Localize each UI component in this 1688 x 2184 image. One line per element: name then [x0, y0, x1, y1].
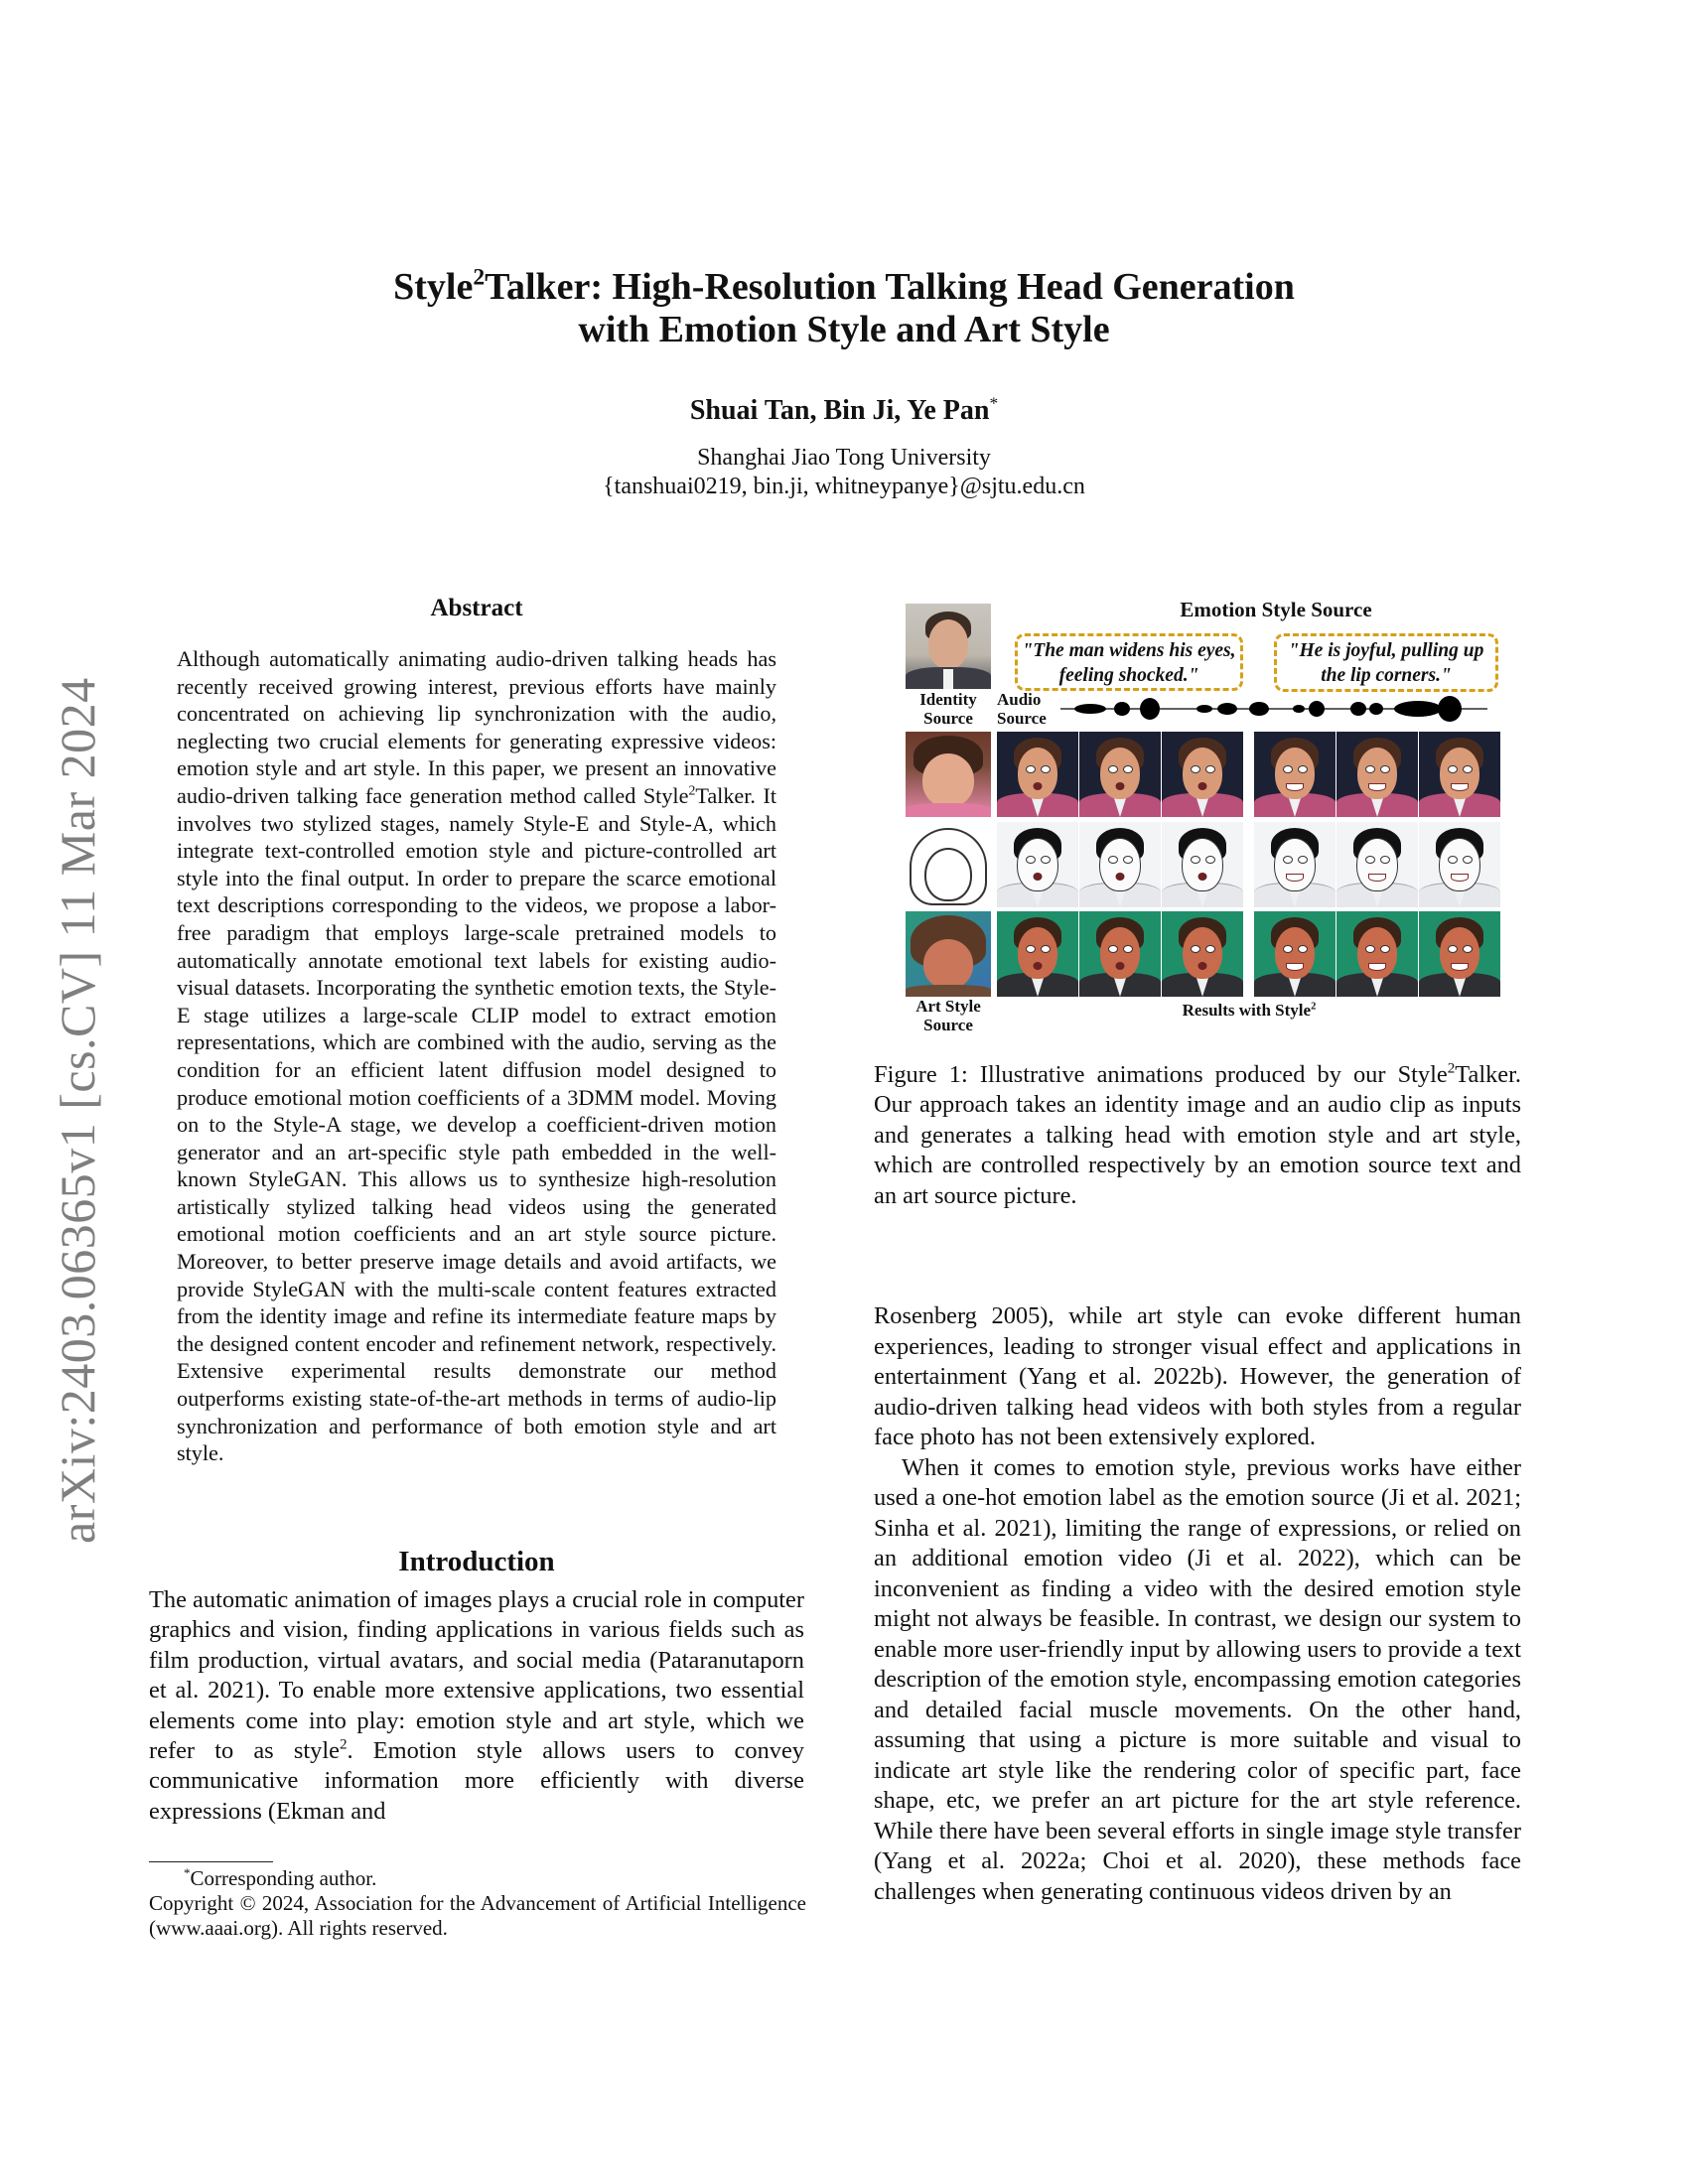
identity-source-image — [906, 604, 991, 689]
result-frame — [1079, 732, 1161, 817]
authors — [0, 395, 1688, 427]
result-frame — [1336, 911, 1418, 997]
intro-text-part: The automatic animation of images plays a crucial role in computer graphics and vision, finding applications in various fields such as film production, virtual avatars, and social media (Pataranutaporn et al. 2021). To enable more extensive applications, two essential elements come into play: emotion style and art style, which we refer to as style — [149, 1586, 804, 1765]
art-style-source-label: Art Style Source — [915, 997, 981, 1034]
result-frame — [1079, 822, 1161, 907]
title-line-2: with Emotion Style and Art Style — [578, 309, 1110, 350]
caption-text-part: Talker. Our approach takes an identity image and an audio clip as inputs and generates a talking head with emotion style and art style, which are controlled respectively by an emotion source text and an art source picture. — [874, 1061, 1521, 1209]
intro-superscript: 2 — [339, 1736, 348, 1753]
result-frame — [997, 911, 1078, 997]
result-frame — [1419, 732, 1500, 817]
abstract-text-part: Although automatically animating audio-driven talking heads has recently received growing interest, previous efforts have mainly concentrated on achieving lip synchronization with the audio, neglecting two crucial elements for generating expressive videos: emotion style and art style. In this paper, we present an innovative audio-driven talking face generation method called Style — [177, 646, 776, 808]
caption-label: Figure 1: — [874, 1061, 968, 1088]
result-frame — [1162, 911, 1243, 997]
footnote-corresponding — [184, 1866, 376, 1890]
affiliation: Shanghai Jiao Tong University — [697, 445, 991, 471]
result-frame — [997, 822, 1078, 907]
result-frame — [997, 732, 1078, 817]
footnote-text: Corresponding author. — [190, 1866, 377, 1890]
introduction-text — [149, 1585, 804, 1827]
title-superscript: 2 — [473, 264, 486, 291]
paragraph: When it comes to emotion style, previous works have either used a one-hot emotion label as the emotion source (Ji et al. 2021; Sinha et al. 2021), limiting the range of expressions, or relied on an additional emotion video (Ji et al. 2022), which can be inconvenient as finding a video with the desired emotion style might not always be feasible. In contrast, we design our system to enable more user-friendly input by allowing users to provide a text description of the emotion style, encompassing emotion categories and detailed facial muscle movements. On the other hand, assuming that using a picture is more suitable and visual to indicate art style like the rendering color of specific part, face shape, etc, we prefer an art picture for the art style reference. While there have been several efforts in single image style transfer (Yang et al. 2022a; Choi et al. 2020), these methods face challenges when generating continuous videos driven by an — [874, 1453, 1521, 1905]
footnote-mark: * — [184, 1864, 191, 1880]
footnote-rule — [149, 1861, 273, 1862]
audio-source-label: Audio Source — [997, 690, 1047, 728]
results-superscript: 2 — [1311, 1001, 1317, 1013]
paragraph: Rosenberg 2005), while art style can evoke different human experiences, leading to stronger visual effect and applications in entertainment (Yang et al. 2022b). However, the generation of audio-driven talking head videos with both styles from a regular face photo has not been extensively explored. — [874, 1302, 1521, 1450]
author-mark: * — [989, 393, 999, 413]
caption-text-part: Illustrative animations produced by our Style — [979, 1061, 1448, 1088]
emotion-quote-shocked: "The man widens his eyes, feeling shocked." — [1015, 633, 1243, 691]
result-frame — [1419, 822, 1500, 907]
emotion-style-source-title: Emotion Style Source — [1180, 598, 1372, 621]
result-frame — [1336, 822, 1418, 907]
abstract-heading: Abstract — [430, 595, 523, 621]
figure-1-caption — [874, 1060, 1521, 1211]
author-names: Shuai Tan, Bin Ji, Ye Pan — [689, 395, 990, 426]
result-frame — [1419, 911, 1500, 997]
abstract-text — [177, 645, 776, 1467]
result-frame — [1336, 732, 1418, 817]
art-source-image-cartoon-girl — [906, 732, 991, 817]
result-frame — [1254, 822, 1336, 907]
paper-title — [0, 266, 1688, 351]
right-column-text — [874, 1301, 1521, 1907]
affiliation-block — [0, 444, 1688, 501]
abstract-superscript: 2 — [688, 782, 696, 798]
abstract-text-part: Talker. It involves two stylized stages, namely Style-E and Style-A, which integrate text-controlled emotion style and picture-controlled art style into the final output. In order to prepare the scarce emotional text descriptions corresponding to the videos, we propose a labor-free paradigm that employs large-scale pretrained models to automatically annotate emotional text labels for existing audio-visual datasets. Incorporating the synthetic emotion texts, the Style-E stage utilizes a large-scale CLIP model to extract emotion representations, which are combined with the audio, serving as the condition for an efficient latent diffusion model designed to produce emotional motion coefficients of a 3DMM model. Moving on to the Style-A stage, we develop a coefficient-driven motion generator and an art-specific style path embedded in the well-known StyleGAN. This allows us to synthesize high-resolution artistically stylized talking head videos using the generated emotional motion coefficients and an art style source picture. Moreover, to better preserve image details and avoid artifacts, we provide StyleGAN with the multi-scale content features extracted from the identity image and refine its intermediate feature maps by the designed content encoder and refinement network, respectively. Extensive experimental results demonstrate our method outperforms existing state-of-the-art methods in terms of audio-lip synchronization and performance of both emotion style and art style. — [177, 782, 776, 1466]
result-frame — [1254, 911, 1336, 997]
result-frame — [1162, 732, 1243, 817]
result-frame — [1162, 822, 1243, 907]
results-label-text: Results with Style — [1182, 1001, 1312, 1020]
identity-source-label: Identity Source — [919, 690, 977, 728]
emails: {tanshuai0219, bin.ji, whitneypanye}@sjtu.edu.cn — [603, 474, 1085, 499]
title-part: Talker: High-Resolution Talking Head Generation — [485, 266, 1295, 308]
footnote-copyright: Copyright © 2024, Association for the Advancement of Artificial Intelligence (www.aaai.org). All rights reserved. — [149, 1891, 806, 1940]
emotion-quote-joyful: "He is joyful, pulling up the lip corners." — [1274, 633, 1498, 692]
title-part: Style — [393, 266, 474, 308]
result-frame — [1254, 732, 1336, 817]
art-source-image-line-sketch — [906, 822, 991, 907]
caption-superscript: 2 — [1447, 1060, 1456, 1077]
intro-text-part: . Emotion style allows users to convey communicative information more efficiently with diverse expressions (Ekman and — [149, 1737, 804, 1825]
art-source-image-cartoon-cavewoman — [906, 911, 991, 997]
introduction-heading: Introduction — [398, 1546, 555, 1577]
result-frame — [1079, 911, 1161, 997]
results-label — [997, 1001, 1501, 1020]
arxiv-stamp: arXiv:2403.06365v1 [cs.CV] 11 Mar 2024 — [50, 677, 105, 1544]
audio-waveform-icon — [1060, 695, 1487, 723]
